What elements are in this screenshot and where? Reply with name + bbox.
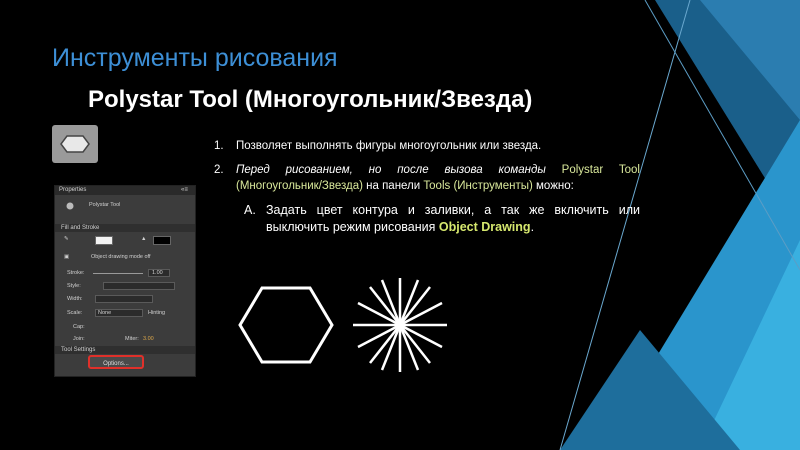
stroke-value: 1.00 [152, 270, 163, 276]
list-text: . [530, 220, 535, 234]
list-text: можно: [532, 180, 574, 192]
shape-examples [230, 270, 460, 380]
object-drawing-icon[interactable]: ▣ [64, 254, 70, 260]
list-text: Задать цвет контура и заливки, а так же включить или выключить режим рисования [266, 203, 640, 234]
list-number: 1. [214, 140, 224, 152]
hexagon-icon [52, 125, 98, 163]
panel-tab[interactable]: Properties [59, 187, 87, 193]
stroke-slider[interactable] [93, 273, 143, 274]
hinting-label: Hinting [148, 310, 166, 316]
style-select[interactable] [103, 282, 175, 290]
list-text: на панели [362, 180, 424, 192]
panel-tool-name: Polystar Tool [89, 202, 121, 208]
miter-value[interactable]: 3.00 [143, 336, 154, 342]
stroke-value-field[interactable] [148, 269, 170, 277]
options-button[interactable]: Options... [88, 355, 144, 369]
scale-value: None [98, 310, 112, 316]
stroke-color-swatch[interactable] [95, 236, 113, 245]
panel-menu-icon[interactable]: «≡ [181, 187, 188, 193]
polystar-tool-icon [65, 201, 75, 211]
fill-color-swatch[interactable] [153, 236, 171, 245]
list-text: Перед рисованием, но после вызова команды [236, 164, 562, 176]
cap-label: Cap: [73, 324, 85, 330]
list-item [210, 162, 640, 194]
list-number: A. [244, 203, 256, 217]
fill-stroke-section[interactable] [55, 224, 195, 232]
style-label: Style: [67, 283, 81, 289]
highlight-text: Polystar Tool (Многоугольник/Звезда) [236, 164, 640, 192]
hexagon-shape [240, 288, 332, 362]
stroke-pencil-icon: ✎ [64, 236, 69, 242]
stroke-label: Stroke: [67, 270, 85, 276]
list-item [210, 138, 640, 154]
subtitle-tool-name: Polystar Tool [88, 86, 239, 113]
list-number: 2. [214, 164, 224, 176]
highlight-text: Object Drawing [438, 220, 531, 234]
list-subitem [210, 202, 640, 236]
join-label: Join: [73, 336, 85, 342]
star-shape [353, 278, 447, 372]
section-label: Fill and Stroke [61, 225, 100, 231]
paint-bucket-icon: ▲ [141, 236, 147, 242]
info-list [210, 138, 640, 244]
tool-settings-section[interactable] [55, 346, 195, 354]
subtitle-rest: (Многоугольник/Звезда) [238, 86, 533, 113]
width-select[interactable] [95, 295, 153, 303]
scale-select[interactable] [95, 309, 143, 317]
panel-header [55, 186, 195, 195]
highlight-text: Tools (Инструменты) [423, 180, 533, 192]
polystar-tool-button[interactable] [52, 125, 98, 163]
section-label: Tool Settings [61, 347, 96, 353]
list-text: Позволяет выполнять фигуры многоугольник или звезда. [236, 140, 542, 152]
object-drawing-label: Object drawing mode off [91, 254, 151, 260]
properties-panel [54, 185, 196, 377]
page-title: Инструменты рисования [52, 44, 338, 72]
miter-label: Miter: [125, 336, 139, 342]
slide-subtitle [88, 86, 532, 114]
scale-label: Scale: [67, 310, 83, 316]
width-label: Width: [67, 296, 83, 302]
